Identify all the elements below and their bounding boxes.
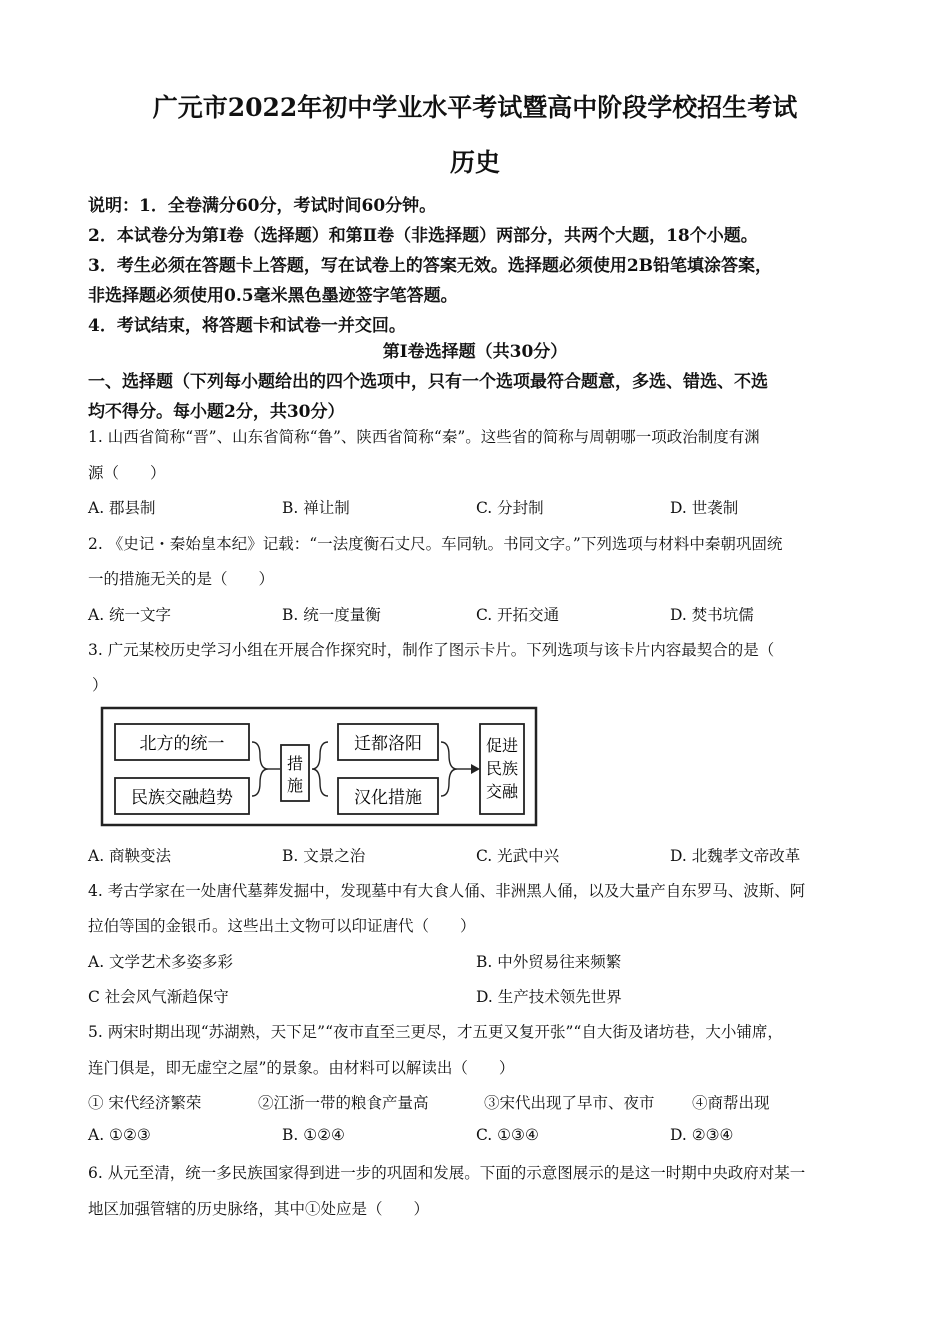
q1-option-c: C. 分封制 (476, 499, 544, 517)
q5-option-a: A. ①②③ (88, 1126, 151, 1144)
q3-option-a: A. 商鞅变法 (88, 847, 172, 865)
part-heading-line-1: 一、选择题（下列每小题给出的四个选项中，只有一个选项最符合题意，多选、错选、不选 (88, 372, 768, 392)
q2-stem-line-2: 一的措施无关的是（ ） (88, 570, 275, 588)
part-heading-line-2: 均不得分。每小题2分，共30分） (88, 402, 345, 422)
q4-option-b: B. 中外贸易往来频繁 (476, 953, 622, 971)
q5-stem-line-1: 5. 两宋时期出现“苏湖熟，天下足”“夜市直至三更尽，才五更又复开张”“自大街及诸坊巷，大小铺席， (88, 1023, 783, 1041)
q5-option-d: D. ②③④ (670, 1126, 734, 1144)
q4-option-a: A. 文学艺术多姿多彩 (88, 953, 234, 971)
note-line-3: 3．考生必须在答题卡上答题，写在试卷上的答案无效。选择题必须使用2B铅笔填涂答案， (88, 256, 773, 276)
q4-stem-line-2: 拉伯等国的金银币。这些出土文物可以印证唐代（ ） (88, 917, 476, 935)
card-box-measures-1: 措 (286, 754, 304, 773)
q5-statement-1: ① 宋代经济繁荣 (88, 1094, 202, 1112)
note-line-5: 4．考试结束，将答题卡和试卷一并交回。 (88, 316, 406, 336)
card-box-ethnic-trend: 民族交融趋势 (131, 788, 233, 808)
q5-statement-4: ④商帮出现 (692, 1094, 770, 1112)
q4-option-c: C 社会风气渐趋保守 (88, 988, 229, 1006)
q2-option-a: A. 统一文字 (88, 606, 172, 624)
note-line-1: 说明：1．全卷满分60分，考试时间60分钟。 (88, 196, 437, 216)
q4-option-d: D. 生产技术领先世界 (476, 988, 622, 1006)
q5-statement-2: ②江浙一带的粮食产量高 (258, 1094, 429, 1112)
note-line-4: 非选择题必须使用0.5毫米黑色墨迹签字笔答题。 (88, 286, 458, 306)
q2-option-c: C. 开拓交通 (476, 606, 560, 624)
q1-option-d: D. 世袭制 (670, 499, 739, 517)
section-title: 第Ⅰ卷选择题（共30分） (382, 342, 568, 362)
q3-option-b: B. 文景之治 (282, 847, 366, 865)
q3-option-c: C. 光武中兴 (476, 847, 560, 865)
q6-stem-line-1: 6. 从元至清，统一多民族国家得到进一步的巩固和发展。下面的示意图展示的是这一时期中央政府对某一 (88, 1164, 806, 1182)
q1-stem-line-2: 源（ ） (88, 464, 166, 482)
q2-option-b: B. 统一度量衡 (282, 606, 381, 624)
q1-option-a: A. 郡县制 (88, 499, 156, 517)
card-box-measures-2: 施 (286, 776, 304, 795)
card-box-north-unification: 北方的统一 (139, 734, 225, 754)
card-box-move-capital: 迁都洛阳 (354, 734, 422, 754)
q4-stem-line-1: 4. 考古学家在一处唐代墓葬发掘中，发现墓中有大食人俑、非洲黑人俑，以及大量产自东罗马、波斯、阿 (88, 882, 806, 900)
q1-stem-line-1: 1. 山西省简称“晋”、山东省简称“鲁”、陕西省简称“秦”。这些省的简称与周朝哪一项政治制度有渊 (88, 428, 760, 446)
q3-stem-line-1: 3. 广元某校历史学习小组在开展合作探究时，制作了图示卡片。下列选项与该卡片内容最契合的是（ (88, 641, 775, 659)
q5-option-c: C. ①③④ (476, 1126, 539, 1144)
q5-statement-3: ③宋代出现了早市、夜市 (484, 1094, 655, 1112)
q6-stem-line-2: 地区加强管辖的历史脉络，其中①处应是（ ） (88, 1200, 430, 1218)
card-box-result-3: 交融 (485, 782, 519, 801)
q5-option-b: B. ①②④ (282, 1126, 345, 1144)
q3-card-diagram (100, 705, 540, 829)
card-box-result-1: 促进 (485, 736, 519, 755)
q1-option-b: B. 禅让制 (282, 499, 350, 517)
q3-stem-line-2: ） (92, 676, 108, 694)
q2-stem-line-1: 2. 《史记・秦始皇本纪》记载：“一法度衡石丈尺。车同轨。书同文字。”下列选项与材料中秦朝巩固统 (88, 535, 783, 553)
q5-stem-line-2: 连门俱是，即无虚空之屋”的景象。由材料可以解读出（ ） (88, 1059, 515, 1077)
q3-option-d: D. 北魏孝文帝改革 (670, 847, 801, 865)
card-box-sinicization: 汉化措施 (354, 788, 422, 808)
q2-option-d: D. 焚书坑儒 (670, 606, 754, 624)
card-box-result-2: 民族 (485, 759, 519, 778)
subject-title: 历史 (449, 148, 500, 177)
exam-title: 广元市2022年初中学业水平考试暨高中阶段学校招生考试 (152, 93, 798, 122)
note-line-2: 2．本试卷分为第Ⅰ卷（选择题）和第Ⅱ卷（非选择题）两部分，共两个大题，18个小题。 (88, 226, 758, 246)
